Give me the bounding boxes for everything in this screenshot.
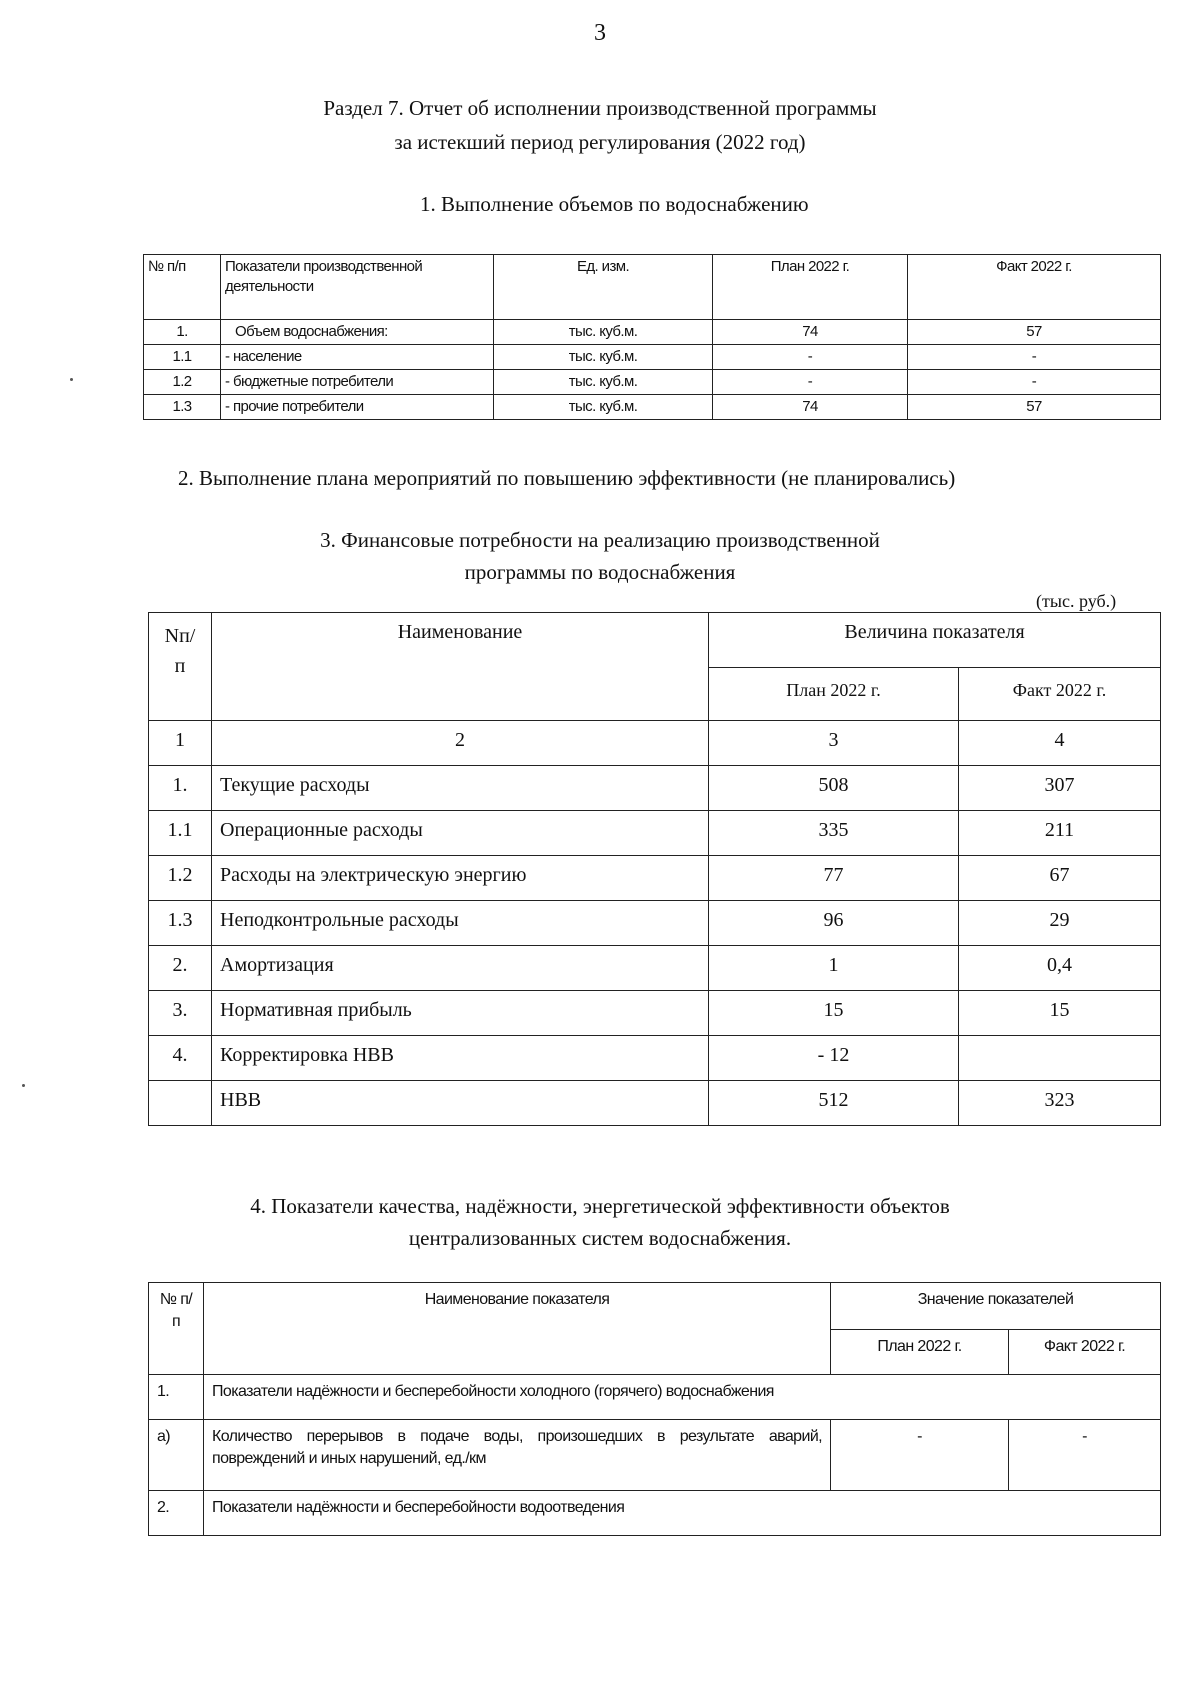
row-name: Расходы на электрическую энергию: [212, 856, 709, 901]
quality-indicators-table: [148, 1282, 1161, 1536]
row-fact: 57: [908, 320, 1161, 345]
financial-needs-table: [148, 612, 1161, 1126]
table-row: [149, 901, 1161, 946]
table-header-row: [149, 613, 1161, 668]
table-row: [149, 946, 1161, 991]
row-name: Неподконтрольные расходы: [212, 901, 709, 946]
row-plan: - 12: [709, 1036, 959, 1081]
row-name: Объем водоснабжения:: [221, 320, 494, 345]
row-name: НВВ: [212, 1081, 709, 1126]
header-fact: Факт 2022 г.: [959, 668, 1161, 721]
table-row: [149, 1420, 1161, 1491]
row-plan: -: [713, 345, 908, 370]
page-number: 3: [594, 20, 606, 46]
row-num: 3.: [149, 991, 212, 1036]
row-plan: 508: [709, 766, 959, 811]
header-name: Наименование показателя: [204, 1283, 831, 1375]
row-num: а): [149, 1420, 204, 1491]
row-num: 1.: [149, 766, 212, 811]
row-num: 2.: [149, 1491, 204, 1536]
row-name: Операционные расходы: [212, 811, 709, 856]
table-row: [149, 991, 1161, 1036]
row-num: 1.1: [144, 345, 221, 370]
table-row: [144, 370, 1161, 395]
row-num: 1.1: [149, 811, 212, 856]
subsection-1-title: 1. Выполнение объемов по водоснабжению: [420, 192, 809, 216]
row-plan: 335: [709, 811, 959, 856]
row-name: - бюджетные потребители: [221, 370, 494, 395]
header-plan: План 2022 г.: [709, 668, 959, 721]
header-fact: Факт 2022 г.: [908, 255, 1161, 320]
scan-speck: [22, 1084, 25, 1087]
row-num: 1.2: [144, 370, 221, 395]
row-plan: 512: [709, 1081, 959, 1126]
row-name: Нормативная прибыль: [212, 991, 709, 1036]
row-name: Корректировка НВВ: [212, 1036, 709, 1081]
row-fact: 211: [959, 811, 1161, 856]
table-row: [144, 395, 1161, 420]
col-num-2: 2: [212, 721, 709, 766]
row-fact: 15: [959, 991, 1161, 1036]
row-unit: тыс. куб.м.: [494, 320, 713, 345]
col-num-3: 3: [709, 721, 959, 766]
row-unit: тыс. куб.м.: [494, 395, 713, 420]
header-name: Наименование: [212, 613, 709, 721]
table-row: [149, 856, 1161, 901]
row-name: Амортизация: [212, 946, 709, 991]
header-value: Значение показателей: [831, 1283, 1161, 1330]
row-fact: 0,4: [959, 946, 1161, 991]
subsection-4-title-line2: централизованных систем водоснабжения.: [408, 1226, 792, 1250]
subsection-3-title-line1: 3. Финансовые потребности на реализацию производственной: [320, 528, 880, 552]
table-row: [144, 345, 1161, 370]
row-fact: -: [1009, 1420, 1161, 1491]
row-name: - население: [221, 345, 494, 370]
row-num: 2.: [149, 946, 212, 991]
table-row-total: [149, 1081, 1161, 1126]
row-fact: 67: [959, 856, 1161, 901]
row-plan: 77: [709, 856, 959, 901]
header-value: Величина показателя: [709, 613, 1161, 668]
row-fact: [959, 1036, 1161, 1081]
col-num-4: 4: [959, 721, 1161, 766]
header-plan: План 2022 г.: [713, 255, 908, 320]
section-title-line2: за истекший период регулирования (2022 год): [394, 130, 806, 154]
row-num: 1.: [144, 320, 221, 345]
row-plan: 15: [709, 991, 959, 1036]
header-num: № п/п: [144, 255, 221, 320]
row-num: 1.2: [149, 856, 212, 901]
row-plan: 96: [709, 901, 959, 946]
col-num-1: 1: [149, 721, 212, 766]
row-plan: 74: [713, 320, 908, 345]
row-num: 4.: [149, 1036, 212, 1081]
row-text: Показатели надёжности и бесперебойности водоотведения: [204, 1491, 1161, 1536]
table-row: [149, 1036, 1161, 1081]
row-num: 1.3: [144, 395, 221, 420]
row-text: Количество перерывов в подаче воды, произошедших в результате аварий, повреждений и иных нарушений, ед./км: [204, 1420, 831, 1491]
row-plan: 74: [713, 395, 908, 420]
row-num: 1.: [149, 1375, 204, 1420]
row-num: [149, 1081, 212, 1126]
row-fact: 29: [959, 901, 1161, 946]
water-supply-volume-table: [143, 254, 1161, 420]
row-plan: -: [713, 370, 908, 395]
row-name: - прочие потребители: [221, 395, 494, 420]
row-fact: 57: [908, 395, 1161, 420]
row-fact: -: [908, 370, 1161, 395]
table-header-row: [144, 255, 1161, 320]
row-unit: тыс. куб.м.: [494, 345, 713, 370]
header-num: № п/п: [149, 1283, 204, 1375]
row-unit: тыс. куб.м.: [494, 370, 713, 395]
header-indicator: Показатели производственной деятельности: [221, 255, 494, 320]
section-title-line1: Раздел 7. Отчет об исполнении производственной программы: [323, 96, 877, 120]
table-row: [149, 1375, 1161, 1420]
scan-speck: [70, 378, 73, 381]
row-fact: 307: [959, 766, 1161, 811]
units-note: (тыс. руб.): [1036, 591, 1117, 611]
header-unit: Ед. изм.: [494, 255, 713, 320]
subsection-3-title-line2: программы по водоснабжения: [464, 560, 736, 584]
table-header-row: [149, 1283, 1161, 1330]
subsection-4-title-line1: 4. Показатели качества, надёжности, энергетической эффективности объектов: [250, 1194, 950, 1218]
row-num: 1.3: [149, 901, 212, 946]
table-row: [149, 766, 1161, 811]
table-row: [144, 320, 1161, 345]
row-text: Показатели надёжности и бесперебойности холодного (горячего) водоснабжения: [204, 1375, 1161, 1420]
column-number-row: [149, 721, 1161, 766]
header-fact: Факт 2022 г.: [1009, 1330, 1161, 1375]
subsection-2-title: 2. Выполнение плана мероприятий по повышению эффективности (не планировались): [178, 466, 956, 490]
row-name: Текущие расходы: [212, 766, 709, 811]
row-plan: 1: [709, 946, 959, 991]
row-fact: -: [908, 345, 1161, 370]
header-num: Nп/ п: [149, 613, 212, 721]
row-fact: 323: [959, 1081, 1161, 1126]
table-row: [149, 1491, 1161, 1536]
table-row: [149, 811, 1161, 856]
row-plan: -: [831, 1420, 1009, 1491]
header-plan: План 2022 г.: [831, 1330, 1009, 1375]
